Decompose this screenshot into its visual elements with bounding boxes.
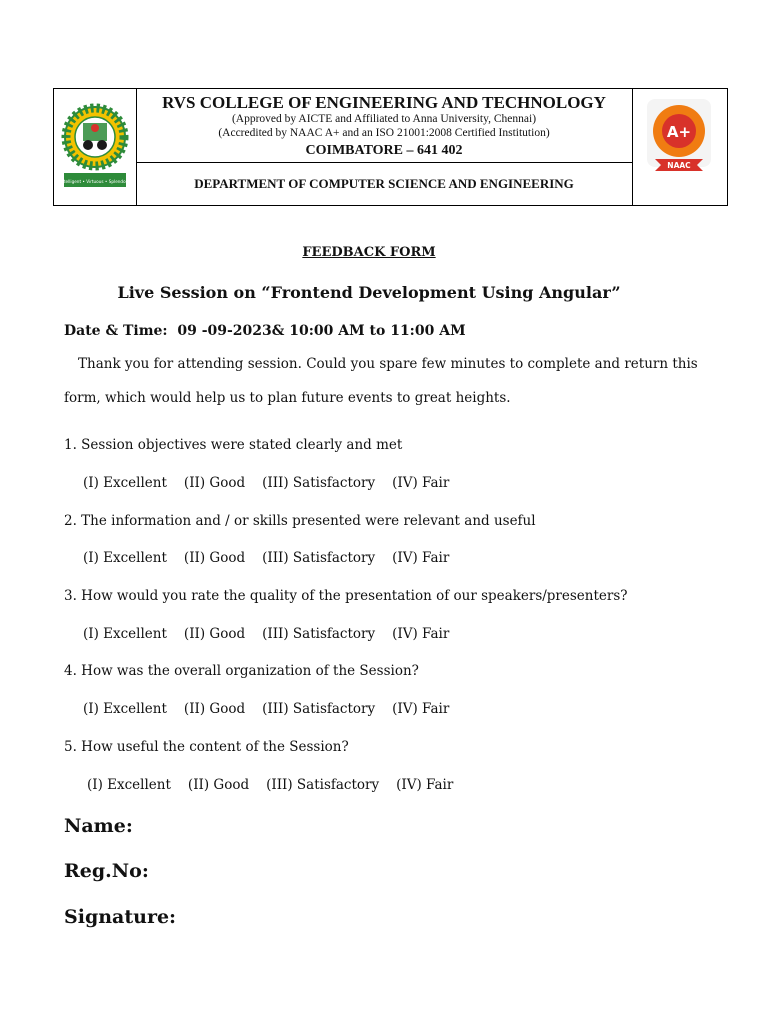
- option-excellent[interactable]: (I) Excellent: [83, 701, 167, 717]
- option-good[interactable]: (II) Good: [183, 626, 246, 642]
- option-fair[interactable]: (IV) Fair: [392, 701, 450, 717]
- option-satisfactory[interactable]: (III) Satisfactory: [266, 777, 380, 793]
- question-1-options: [83, 475, 466, 491]
- department-name: DEPARTMENT OF COMPUTER SCIENCE AND ENGINEERING: [194, 176, 574, 191]
- intro-text-line-2: form, which would help us to plan future events to great heights.: [64, 390, 511, 406]
- option-satisfactory[interactable]: (III) Satisfactory: [262, 701, 376, 717]
- question-2: 2. The information and / or skills presented were relevant and useful: [64, 513, 536, 529]
- option-good[interactable]: (II) Good: [183, 550, 246, 566]
- question-4-options: [83, 701, 466, 717]
- option-excellent[interactable]: (I) Excellent: [83, 475, 167, 491]
- option-fair[interactable]: (IV) Fair: [392, 550, 450, 566]
- session-title: Live Session on “Frontend Development Using Angular”: [117, 283, 621, 302]
- question-3: 3. How would you rate the quality of the presentation of our speakers/presenters?: [64, 588, 628, 604]
- college-logo: [54, 89, 136, 205]
- city-line: COIMBATORE – 641 402: [305, 143, 463, 158]
- college-info: [136, 89, 632, 205]
- option-excellent[interactable]: (I) Excellent: [83, 626, 167, 642]
- question-2-options: [83, 550, 466, 566]
- accredited-line: (Accredited by NAAC A+ and an ISO 21001:2008 Certified Institution): [218, 127, 550, 139]
- question-5-options: [87, 777, 470, 793]
- option-satisfactory[interactable]: (III) Satisfactory: [262, 550, 376, 566]
- intro-text-line-1: Thank you for attending session. Could you spare few minutes to complete and return this: [78, 356, 698, 372]
- name-field-label[interactable]: Name:: [64, 815, 133, 837]
- option-satisfactory[interactable]: (III) Satisfactory: [262, 626, 376, 642]
- signature-field-label[interactable]: Signature:: [64, 906, 177, 928]
- option-excellent[interactable]: (I) Excellent: [83, 550, 167, 566]
- option-satisfactory[interactable]: (III) Satisfactory: [262, 475, 376, 491]
- option-good[interactable]: (II) Good: [183, 475, 246, 491]
- option-fair[interactable]: (IV) Fair: [392, 626, 450, 642]
- reg-no-field-label[interactable]: Reg.No:: [64, 860, 149, 882]
- college-name: RVS COLLEGE OF ENGINEERING AND TECHNOLOGY: [162, 93, 606, 112]
- college-title-block: [136, 89, 632, 163]
- question-3-options: [83, 626, 466, 642]
- letterhead: [53, 88, 728, 206]
- college-logo-cell: [54, 89, 137, 205]
- option-fair[interactable]: (IV) Fair: [392, 475, 450, 491]
- session-date-time: Date & Time: 09 -09-2023& 10:00 AM to 11:00 AM: [64, 323, 466, 339]
- naac-badge: [633, 89, 728, 205]
- naac-grade: A+: [666, 123, 692, 141]
- logo-motto: Intelligent • Virtuous • Splendour: [59, 179, 131, 184]
- question-4: 4. How was the overall organization of the Session?: [64, 663, 419, 679]
- question-5: 5. How useful the content of the Session?: [64, 739, 349, 755]
- naac-label: NAAC: [667, 161, 691, 170]
- form-title: FEEDBACK FORM: [302, 245, 436, 260]
- naac-badge-cell: [632, 89, 728, 205]
- option-fair[interactable]: (IV) Fair: [396, 777, 454, 793]
- option-good[interactable]: (II) Good: [183, 701, 246, 717]
- approved-line: (Approved by AICTE and Affiliated to Anna University, Chennai): [231, 113, 537, 125]
- question-1: 1. Session objectives were stated clearly and met: [64, 437, 403, 453]
- option-good[interactable]: (II) Good: [187, 777, 250, 793]
- option-excellent[interactable]: (I) Excellent: [87, 777, 171, 793]
